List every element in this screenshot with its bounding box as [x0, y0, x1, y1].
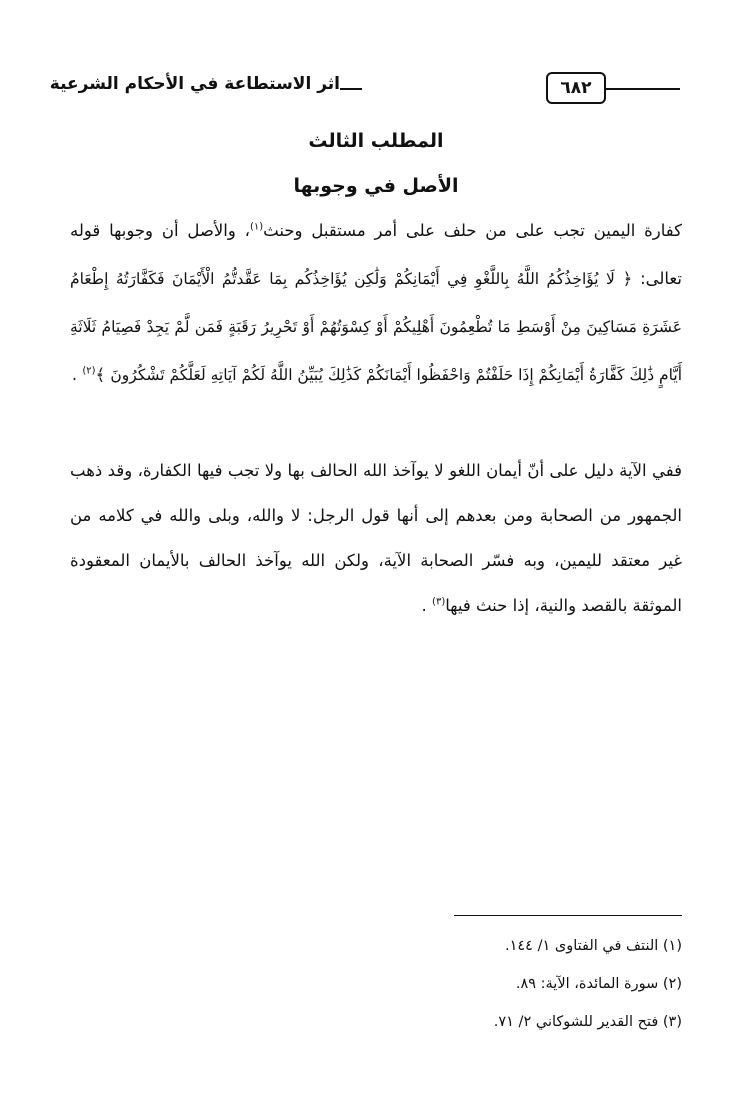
- paragraph-1-mid: ، والأصل أن وجوبها قوله تعالى:: [70, 221, 682, 288]
- paragraph-1: [70, 207, 682, 399]
- paragraph-1-intro: كفارة اليمين تجب على من حلف على أمر مستقبل وحنث: [263, 221, 682, 240]
- quran-verse: لَا يُؤَاخِذُكُمُ اللَّهُ بِاللَّغْوِ فِي أَيْمَانِكُمْ وَلَٰكِن يُؤَاخِذُكُم بِمَا عَقَّدتُّمُ الْأَيْمَانَ فَكَفَّارَتُهُ إِطْعَامُ عَشَرَةِ مَسَاكِينَ مِنْ أَوْسَطِ مَا تُطْعِمُونَ أَهْلِيكُمْ أَوْ كِسْوَتُهُمْ أَوْ تَحْرِيرُ رَقَبَةٍ فَمَن لَّمْ يَجِدْ فَصِيَامُ ثَلَاثَةِ أَيَّامٍ ذَٰلِكَ كَفَّارَةُ أَيْمَانِكُمْ إِذَا حَلَفْتُمْ وَاحْفَظُوا أَيْمَانَكُمْ كَذَٰلِكَ يُبَيِّنُ اللَّهُ لَكُمْ آيَاتِهِ لَعَلَّكُمْ تَشْكُرُونَ: [70, 270, 682, 384]
- page-number: ٦٨٢: [546, 72, 606, 104]
- paragraph-1-end: .: [71, 365, 78, 384]
- page-header: [49, 66, 682, 106]
- paragraph-2-text: ففي الآية دليل على أنّ أيمان اللغو لا يوآخذ الله الحالف بها ولا تجب فيها الكفارة، وقد ذهب الجمهور من الصحابة ومن بعدهم إلى أنها قول الرجل: لا والله، وبلى والله في كلامه من غير معتقد لليمين، وبه فسّر الصحابة الآية، ولكن الله يوآخذ الحالف بالأيمان المعقودة الموثقة بالقصد والنية، إذا حنث فيها: [70, 461, 682, 615]
- paragraph-2-end: .: [421, 596, 427, 615]
- quran-close-bracket: ﴾: [95, 365, 106, 384]
- header-rule-right: [606, 88, 680, 90]
- paragraph-2: [70, 448, 682, 628]
- footnote-marker-3: (٣): [432, 596, 446, 608]
- footnote-marker-1: (١): [249, 221, 264, 233]
- subsection-heading: الأصل في وجوبها: [293, 175, 459, 197]
- footnote-separator: [454, 915, 682, 916]
- footnotes: [70, 927, 682, 1041]
- running-title: اثر الاستطاعة في الأحكام الشرعية: [49, 74, 340, 94]
- footnote-marker-2: (٢): [82, 365, 96, 377]
- footnote-3: (٣) فتح القدير للشوكاني ٢/ ٧١.: [493, 1014, 682, 1030]
- footnote-1: (١) النتف في الفتاوى ١/ ١٤٤.: [505, 938, 682, 954]
- section-heading: المطلب الثالث: [308, 130, 444, 152]
- quran-open-bracket: ﴿: [622, 269, 633, 288]
- footnote-2: (٢) سورة المائدة، الآية: ٨٩.: [515, 976, 682, 992]
